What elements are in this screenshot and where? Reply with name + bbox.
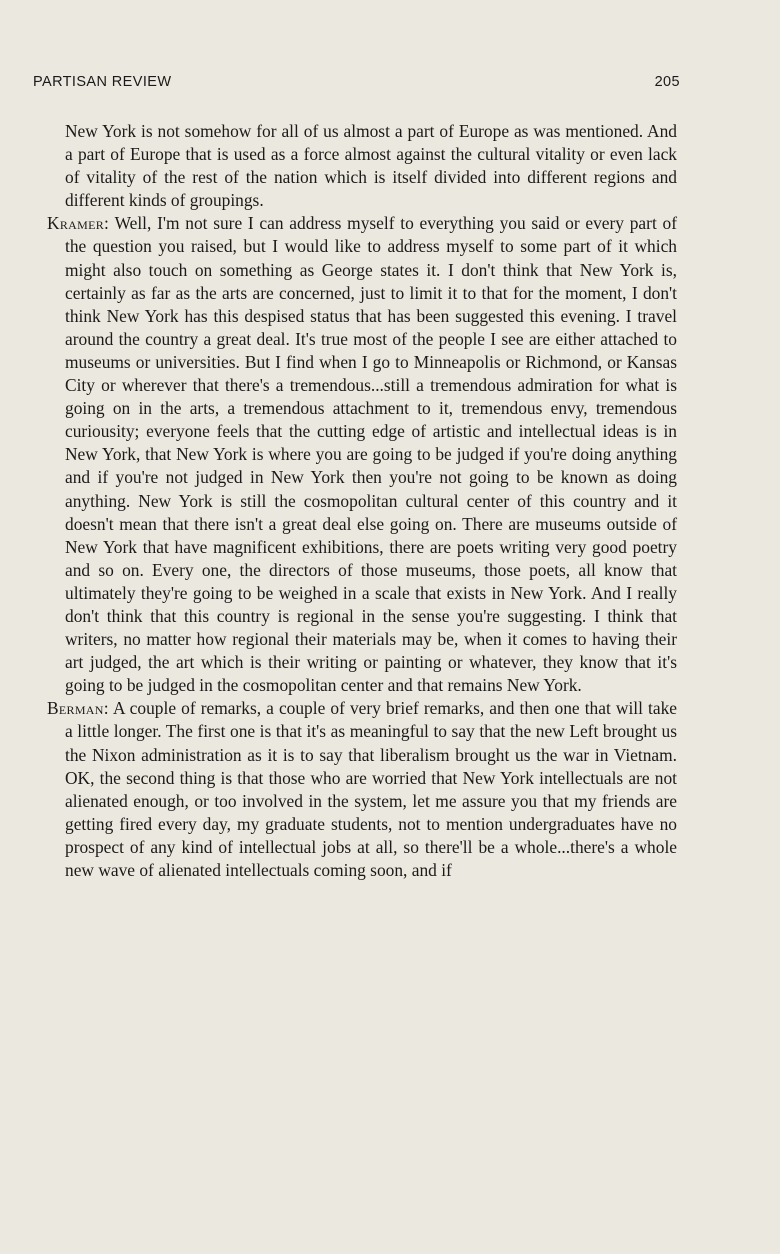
journal-title: PARTISAN REVIEW — [33, 74, 172, 90]
paragraph-berman — [47, 697, 677, 882]
body-text — [47, 120, 677, 882]
speaker-name: Kramer: — [47, 213, 110, 234]
paragraph-text: New York is not somehow for all of us almost a part of Europe as was mentioned. And a part of Europe that is used as a force almost against the cultural vitality or even lack of vitality of the rest of the nation which is itself divided into different regions and different kinds of groupings. — [65, 121, 677, 211]
paragraph-kramer — [47, 212, 677, 697]
paragraph-text: Well, I'm not sure I can address myself to everything you said or every part of the question you raised, but I would like to address myself to some part of it which might also touch on something as George states it. I don't think that New York is, certainly as far as the arts are concerned, just to limit it to that for the moment, I don't think New York has this despised status that has been suggested this evening. I travel around the country a great deal. It's true most of the people I see are either attached to museums or universities. But I find when I go to Minneapolis or Richmond, or Kansas City or wherever that there's a tremendous...still a tremendous admiration for what is going on in the arts, a tremendous attachment to it, tremendous envy, tremendous curiousity; everyone feels that the cutting edge of artistic and intellectual ideas is in New York, that New York is where you are going to be judged if you're doing anything and if you're not judged in New York then you're not going to be known as doing anything. New York is still the cosmopolitan cultural center of this country and it doesn't mean that there isn't a great deal else going on. There are museums outside of New York that have magnificent exhibitions, there are poets writing very good poetry and so on. Every one, the directors of those museums, those poets, all know that ultimately they're going to be weighed in a scale that exists in New York. And I really don't think that this country is regional in the sense you're suggesting. I think that writers, no matter how regional their materials may be, when it comes to having their art judged, the art which is their writing or painting or whatever, they know that it's going to be judged in the cosmopolitan center and that remains New York. — [65, 213, 677, 696]
running-head — [33, 74, 680, 94]
paragraph-text: A couple of remarks, a couple of very brief remarks, and then one that will take a little longer. The first one is that it's as meaningful to say that the new Left brought us the Nixon administration as it is to say that liberalism brought us the war in Vietnam. OK, the second thing is that those who are worried that New York intellectuals are not alienated enough, or too involved in the system, let me assure you that my friends are getting fired every day, my graduate students, not to mention undergraduates have no prospect of any kind of intellectual jobs at all, so there'll be a whole...there's a whole new wave of alienated intellectuals coming soon, and if — [65, 698, 677, 880]
page-number: 205 — [654, 74, 680, 90]
speaker-name: Berman: — [47, 698, 109, 719]
paragraph-continuation — [47, 120, 677, 212]
